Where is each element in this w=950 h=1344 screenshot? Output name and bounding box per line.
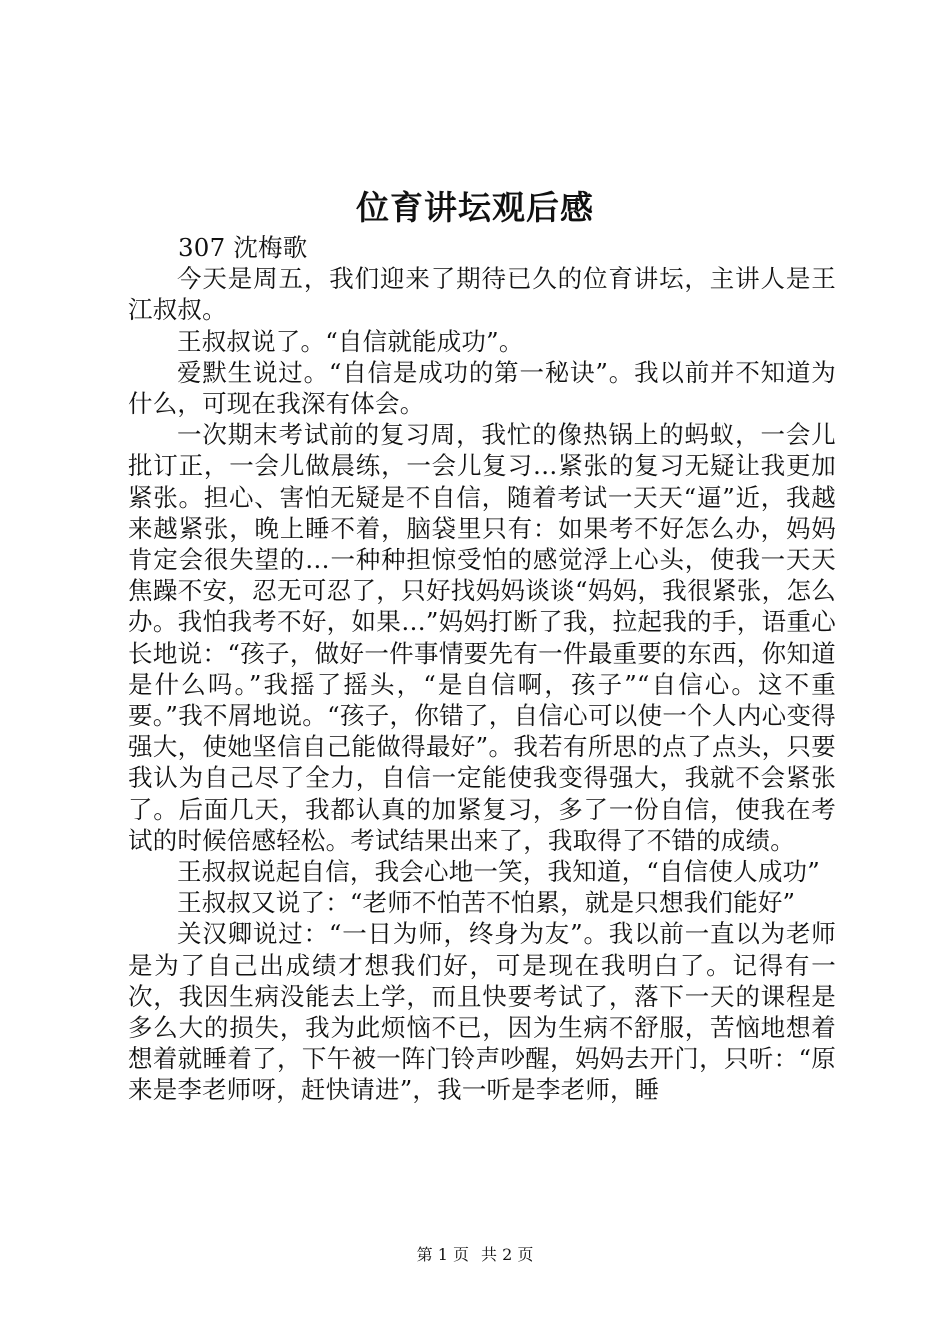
paragraph-guan-hanqing: 关汉卿说过：“一日为师，终身为友”。我以前一直以为老师是为了自己出成绩才想我们好，可是现在我明白了。记得有一次，我因生病没能去上学，而且快要考试了，落下一天的课程是多么大的损失，我为此烦恼不已，因为生病不舒服，苦恼地想着想着就睡着了，下午被一阵门铃声吵醒，妈妈去开门，只听：“原来是李老师呀，赶快请进”，我一听是李老师，睡 xyxy=(128,919,836,1105)
page-total: 共 2 页 xyxy=(481,1245,534,1264)
paragraph-exam-story: 一次期末考试前的复习周，我忙的像热锅上的蚂蚁，一会儿批订正，一会儿做晨练，一会儿复习…紧张的复习无疑让我更加紧张。担心、害怕无疑是不自信，随着考试一天天“逼”近，我越来越紧张，晚上睡不着，脑袋里只有：如果考不好怎么办，妈妈肯定会很失望的…一种种担惊受怕的感觉浮上心头，使我一天天焦躁不安，忍无可忍了，只好找妈妈谈谈“妈妈，我很紧张，怎么办。我怕我考不好，如果…”妈妈打断了我，拉起我的手，语重心长地说：“孩子，做好一件事情要先有一件最重要的东西，你知道是什么吗。”我摇了摇头，“是自信啊，孩子”“自信心。这不重要。”我不屑地说。“孩子，你错了，自信心可以使一个人内心变得强大，使她坚信自己能做得最好”。我若有所思的点了点头，只要我认为自己尽了全力，自信一定能使我变得强大，我就不会紧张了。后面几天，我都认真的加紧复习，多了一份自信，使我在考试的时候倍感轻松。考试结果出来了，我取得了不错的成绩。 xyxy=(128,420,836,855)
author-line: 307 沈梅歌 xyxy=(178,233,308,262)
paragraph-quote-confidence: 王叔叔说了。“自信就能成功”。 xyxy=(177,326,524,356)
page-number: 第 1 页 xyxy=(416,1245,469,1264)
page-footer xyxy=(0,1243,950,1267)
paragraph-emerson: 爱默生说过。“自信是成功的第一秘诀”。我以前并不知道为什么，可现在我深有体会。 xyxy=(128,357,836,419)
paragraph-teacher-quote: 王叔叔又说了：“老师不怕苦不怕累，就是只想我们能好” xyxy=(177,888,796,918)
document-body xyxy=(128,232,836,1106)
paragraph-intro: 今天是周五，我们迎来了期待已久的位育讲坛，主讲人是王江叔叔。 xyxy=(128,264,836,325)
document-title: 位育讲坛观后感 xyxy=(356,188,594,227)
paragraph-smile: 王叔叔说起自信，我会心地一笑，我知道，“自信使人成功” xyxy=(177,857,820,887)
